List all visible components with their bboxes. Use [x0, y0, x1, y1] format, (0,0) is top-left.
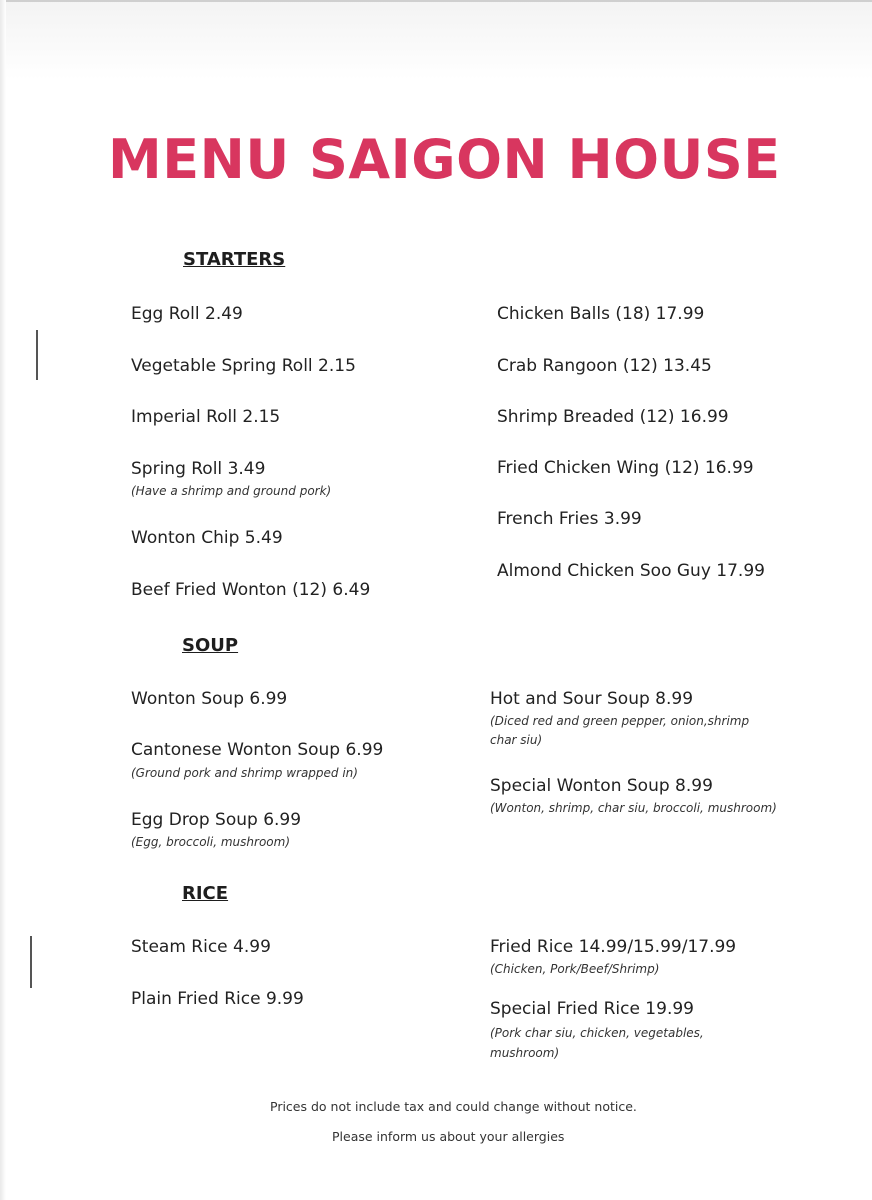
- menu-item: Crab Rangoon (12) 13.45: [497, 356, 712, 376]
- menu-item: Wonton Soup 6.99: [131, 689, 288, 709]
- menu-item: Fried Chicken Wing (12) 16.99: [497, 458, 754, 478]
- scan-mark: [30, 936, 32, 988]
- menu-item: Vegetable Spring Roll 2.15: [131, 356, 356, 376]
- footer-allergy-notice: Please inform us about your allergies: [332, 1129, 565, 1144]
- menu-item: Imperial Roll 2.15: [131, 407, 281, 427]
- section-heading-rice: RICE: [182, 883, 229, 904]
- menu-item-note: (Chicken, Pork/Beef/Shrimp): [490, 962, 660, 976]
- section-heading-starters: STARTERS: [183, 249, 286, 270]
- menu-title: MENU SAIGON HOUSE: [108, 128, 781, 191]
- menu-item-note: (Pork char siu, chicken, vegetables,: [490, 1026, 704, 1040]
- page-top-edge: [0, 0, 872, 2]
- menu-item: Almond Chicken Soo Guy 17.99: [497, 561, 765, 581]
- menu-item: Cantonese Wonton Soup 6.99: [131, 740, 384, 760]
- scan-mark: [36, 330, 38, 380]
- menu-item: Beef Fried Wonton (12) 6.49: [131, 580, 371, 600]
- menu-item-note: (Egg, broccoli, mushroom): [131, 835, 290, 849]
- menu-item: French Fries 3.99: [497, 509, 642, 529]
- menu-item: Spring Roll 3.49: [131, 459, 266, 479]
- page-left-edge: [0, 0, 6, 1200]
- menu-item: Special Wonton Soup 8.99: [490, 776, 713, 796]
- menu-item-note: (Wonton, shrimp, char siu, broccoli, mushroom): [490, 801, 777, 815]
- menu-item: Steam Rice 4.99: [131, 937, 271, 957]
- menu-item: Chicken Balls (18) 17.99: [497, 304, 705, 324]
- menu-item: Fried Rice 14.99/15.99/17.99: [490, 937, 737, 957]
- menu-item: Egg Roll 2.49: [131, 304, 243, 324]
- menu-item-note: char siu): [490, 733, 543, 747]
- menu-item: Wonton Chip 5.49: [131, 528, 283, 548]
- menu-item: Special Fried Rice 19.99: [490, 999, 694, 1019]
- menu-item: Hot and Sour Soup 8.99: [490, 689, 694, 709]
- menu-item-note: mushroom): [490, 1046, 560, 1060]
- menu-item-note: (Ground pork and shrimp wrapped in): [131, 766, 358, 780]
- section-heading-soup: SOUP: [182, 635, 239, 656]
- menu-item: Shrimp Breaded (12) 16.99: [497, 407, 729, 427]
- page-shadow: [0, 0, 872, 80]
- menu-item-note: (Diced red and green pepper, onion,shrimp: [490, 714, 750, 728]
- menu-item: Plain Fried Rice 9.99: [131, 989, 304, 1009]
- footer-price-notice: Prices do not include tax and could change without notice.: [270, 1099, 637, 1114]
- menu-item-note: (Have a shrimp and ground pork): [131, 484, 332, 498]
- menu-item: Egg Drop Soup 6.99: [131, 810, 302, 830]
